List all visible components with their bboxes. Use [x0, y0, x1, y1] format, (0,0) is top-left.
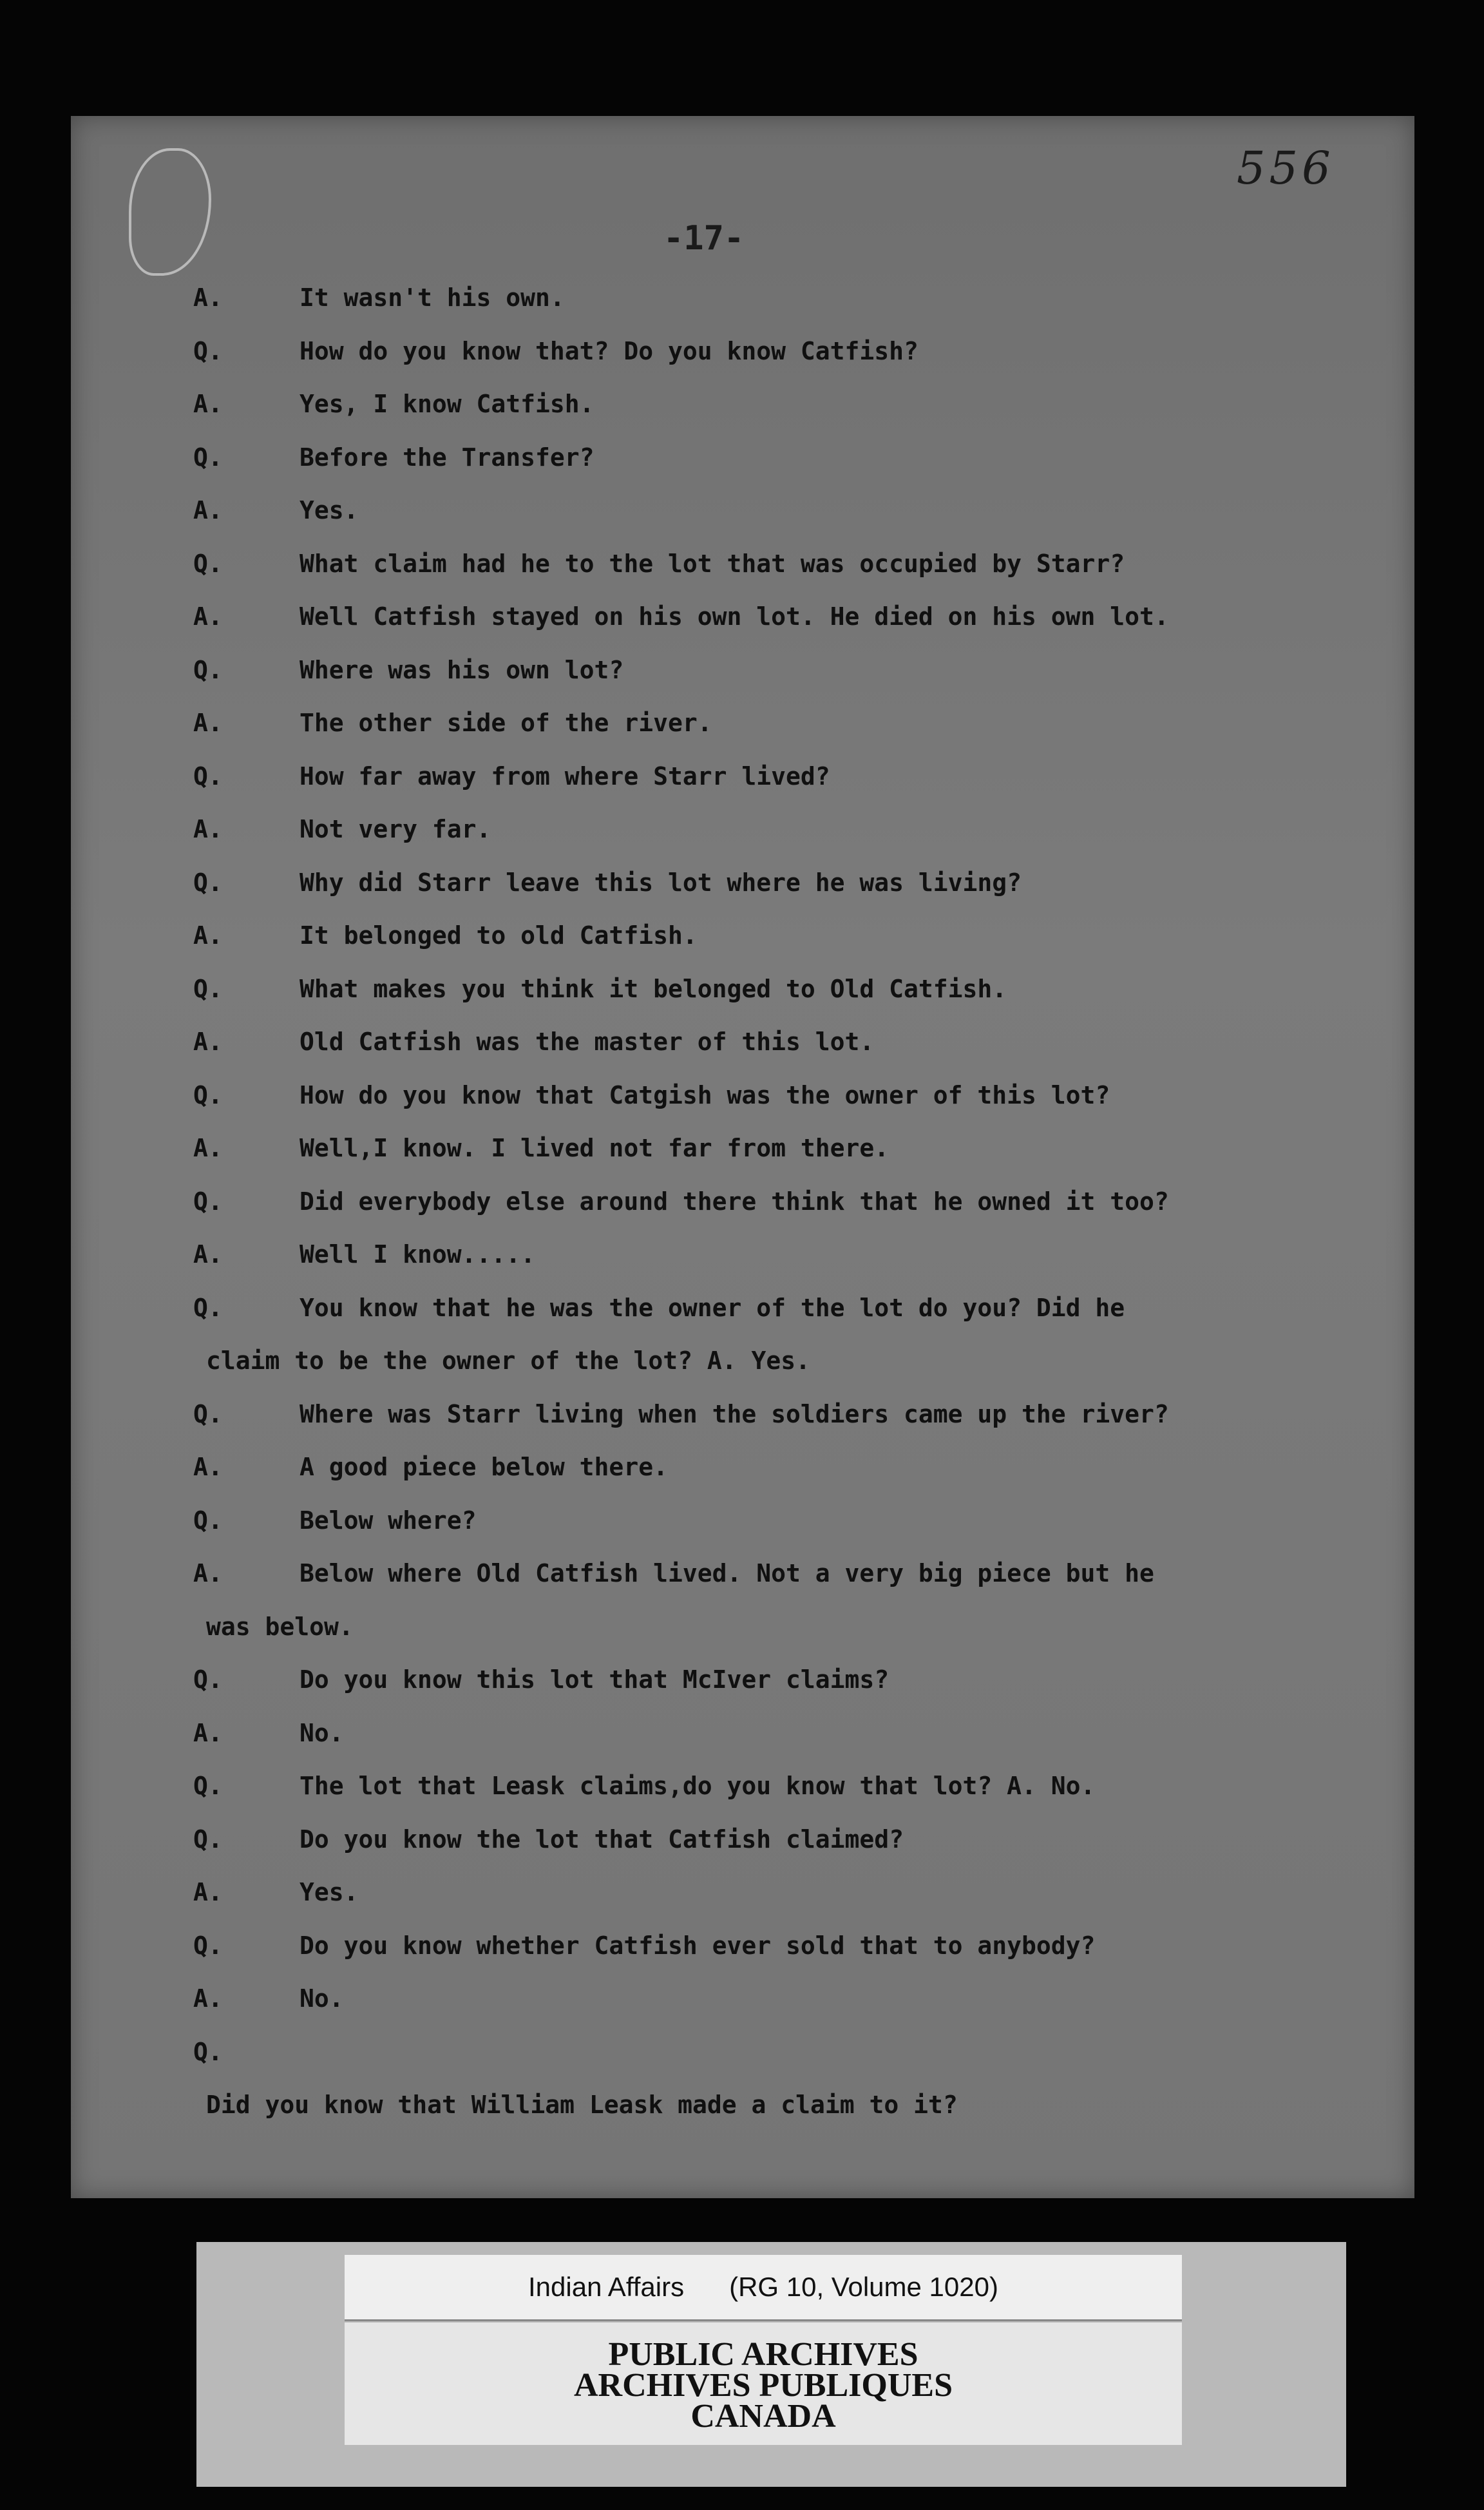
speaker-label: A.	[193, 390, 223, 418]
speaker-label: Q.	[193, 1399, 223, 1428]
transcript-line	[71, 1559, 1414, 1608]
volume-reference: (RG 10, Volume 1020)	[729, 2272, 998, 2302]
paper-clip-mark	[129, 148, 211, 276]
transcript-line	[71, 496, 1414, 545]
transcript-line	[71, 1346, 1414, 1395]
line-text: Did everybody else around there think that he owned it too?	[300, 1187, 1169, 1216]
line-text: Not very far.	[300, 815, 491, 843]
speaker-label: A.	[193, 283, 223, 312]
speaker-label: Q.	[193, 1080, 223, 1109]
continuation-text: claim to be the owner of the lot? A. Yes.	[206, 1346, 810, 1375]
line-text: The lot that Leask claims,do you know that lot? A. No.	[300, 1772, 1096, 1800]
speaker-label: A.	[193, 709, 223, 737]
line-text: Before the Transfer?	[300, 443, 595, 472]
speaker-label: Q.	[193, 1825, 223, 1854]
line-text: What claim had he to the lot that was occupied by Starr?	[300, 549, 1125, 578]
speaker-label: A.	[193, 1028, 223, 1056]
transcript-line	[71, 815, 1414, 864]
collection-label	[345, 2255, 1182, 2321]
line-text: Do you know this lot that McIver claims?	[300, 1665, 889, 1694]
speaker-label: Q.	[193, 1665, 223, 1694]
transcript-line	[71, 1134, 1414, 1183]
continuation-text: was below.	[206, 1612, 354, 1641]
archive-line-3: CANADA	[690, 2398, 836, 2435]
transcript-line	[71, 337, 1414, 386]
speaker-label: Q.	[193, 2037, 223, 2066]
transcript-line	[71, 1240, 1414, 1289]
speaker-label: A.	[193, 1718, 223, 1747]
line-text: Below where Old Catfish lived. Not a very big piece but he	[300, 1559, 1154, 1587]
transcript-line	[71, 1187, 1414, 1236]
transcript-line	[71, 921, 1414, 970]
speaker-label: Q.	[193, 655, 223, 684]
speaker-label: A.	[193, 1453, 223, 1481]
line-text: How do you know that? Do you know Catfish?	[300, 336, 918, 365]
line-text: How far away from where Starr lived?	[300, 762, 830, 790]
speaker-label: A.	[193, 1240, 223, 1269]
archive-line-1: PUBLIC ARCHIVES	[608, 2336, 918, 2373]
line-text: A good piece below there.	[300, 1453, 668, 1481]
line-text: Why did Starr leave this lot where he was living?	[300, 868, 1022, 897]
speaker-label: Q.	[193, 549, 223, 578]
transcript-line	[71, 443, 1414, 492]
transcript-line	[71, 1878, 1414, 1927]
transcript-line	[71, 550, 1414, 599]
line-text: It wasn't his own.	[300, 283, 565, 312]
speaker-label: A.	[193, 815, 223, 843]
transcript-line	[71, 1294, 1414, 1343]
transcript-line	[71, 1028, 1414, 1077]
transcript-line	[71, 602, 1414, 651]
speaker-label: Q.	[193, 762, 223, 790]
page-number: -17-	[663, 219, 745, 258]
transcript-line	[71, 1613, 1414, 1662]
line-text: Well Catfish stayed on his own lot. He died on his own lot.	[300, 602, 1169, 631]
line-text: Where was Starr living when the soldiers came up the river?	[300, 1399, 1169, 1428]
transcript-line	[71, 1931, 1414, 1980]
line-text: Well I know.....	[300, 1240, 536, 1269]
speaker-label: Q.	[193, 1506, 223, 1535]
transcript-line	[71, 283, 1414, 332]
line-text: Below where?	[300, 1506, 477, 1535]
speaker-label: Q.	[193, 1293, 223, 1322]
speaker-label: Q.	[193, 443, 223, 472]
line-text: Well,I know. I lived not far from there.	[300, 1134, 889, 1162]
speaker-label: A.	[193, 921, 223, 950]
continuation-text: Did you know that William Leask made a claim to it?	[206, 2091, 958, 2119]
line-text: What makes you think it belonged to Old Catfish.	[300, 974, 1007, 1003]
transcript-line	[71, 1665, 1414, 1714]
speaker-label: Q.	[193, 868, 223, 897]
transcript-line	[71, 1453, 1414, 1502]
transcript-line	[71, 1506, 1414, 1555]
archive-stamp	[345, 2323, 1182, 2445]
speaker-label: A.	[193, 602, 223, 631]
document-page	[71, 116, 1414, 2198]
transcript-line	[71, 1825, 1414, 1874]
series-name: Indian Affairs	[528, 2272, 685, 2302]
speaker-label: A.	[193, 1134, 223, 1162]
transcript-line	[71, 975, 1414, 1024]
transcript-line	[71, 656, 1414, 705]
speaker-label: A.	[193, 1878, 223, 1906]
line-text: Where was his own lot?	[300, 655, 624, 684]
archive-line-2: ARCHIVES PUBLIQUES	[573, 2367, 953, 2404]
line-text: How do you know that Catgish was the owner of this lot?	[300, 1080, 1110, 1109]
transcript-line	[71, 1719, 1414, 1768]
speaker-label: Q.	[193, 1187, 223, 1216]
transcript-line	[71, 2091, 1414, 2140]
transcript-line	[71, 1772, 1414, 1821]
speaker-label: A.	[193, 1559, 223, 1587]
line-text: Yes, I know Catfish.	[300, 390, 595, 418]
transcript-line	[71, 709, 1414, 758]
speaker-label: Q.	[193, 336, 223, 365]
line-text: No.	[300, 1984, 344, 2013]
speaker-label: Q.	[193, 974, 223, 1003]
line-text: No.	[300, 1718, 344, 1747]
transcript-line	[71, 390, 1414, 439]
transcript-line	[71, 868, 1414, 917]
transcript-line	[71, 1984, 1414, 2033]
line-text: The other side of the river.	[300, 709, 712, 737]
line-text: Yes.	[300, 1878, 359, 1906]
line-text: Do you know whether Catfish ever sold that to anybody?	[300, 1931, 1096, 1960]
speaker-label: A.	[193, 496, 223, 524]
transcript-line	[71, 1400, 1414, 1449]
speaker-label: Q.	[193, 1772, 223, 1800]
transcript-line	[71, 2038, 1414, 2087]
transcript-line	[71, 762, 1414, 811]
line-text: Do you know the lot that Catfish claimed?	[300, 1825, 904, 1854]
speaker-label: Q.	[193, 1931, 223, 1960]
line-text: Yes.	[300, 496, 359, 524]
line-text: You know that he was the owner of the lot do you? Did he	[300, 1293, 1125, 1322]
speaker-label: A.	[193, 1984, 223, 2013]
folio-number: 556	[1237, 142, 1335, 195]
archive-label-strip	[196, 2242, 1346, 2487]
line-text: It belonged to old Catfish.	[300, 921, 698, 950]
line-text: Old Catfish was the master of this lot.	[300, 1028, 875, 1056]
transcript-line	[71, 1081, 1414, 1130]
